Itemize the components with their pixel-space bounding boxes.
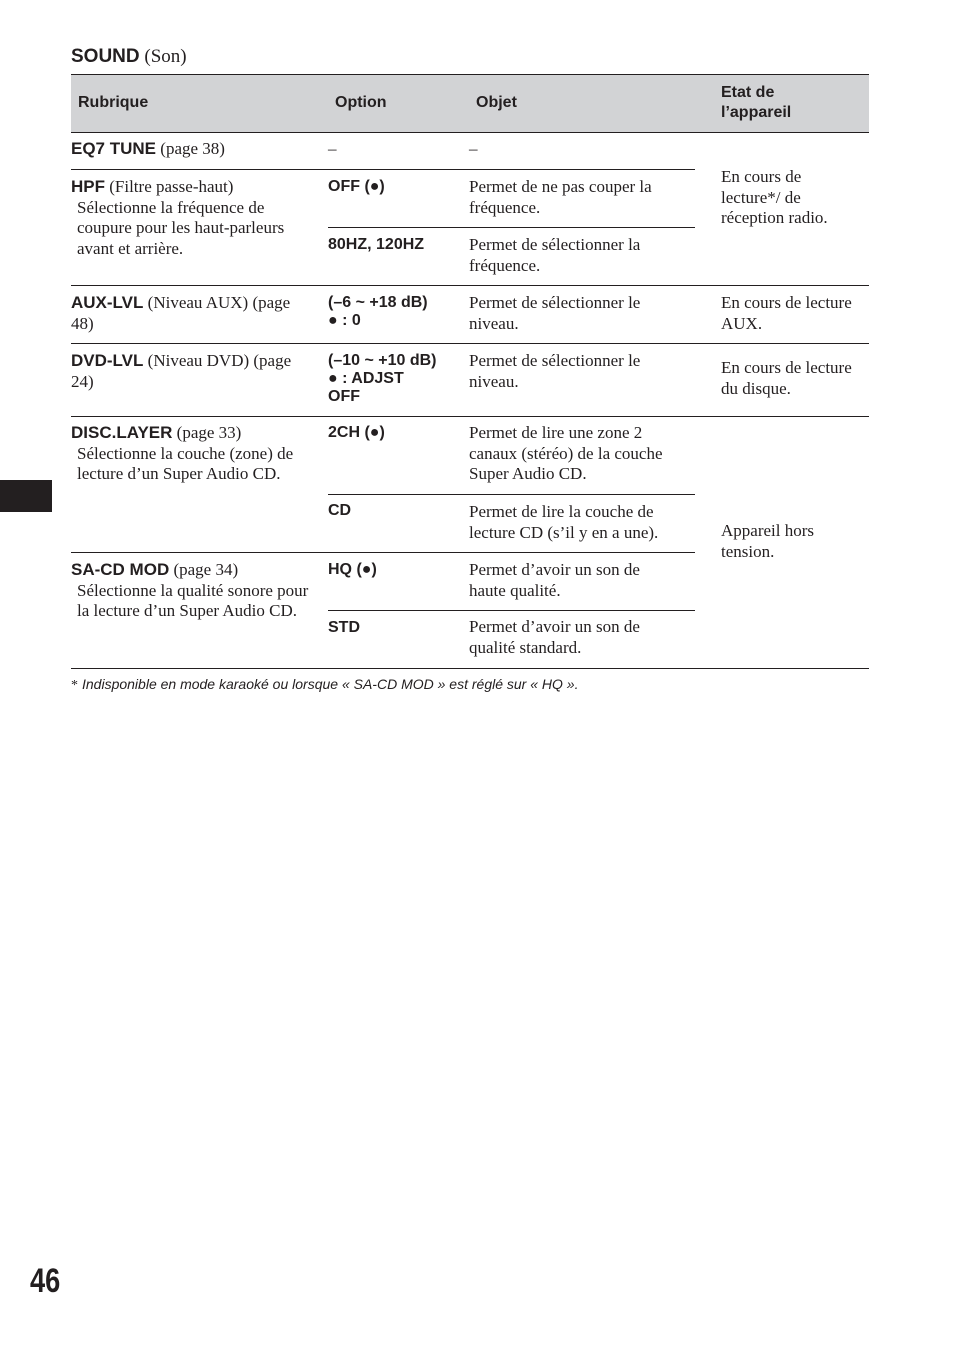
row-dvd-state: En cours de lecture du disque. [721,358,852,398]
row-divider [71,343,869,344]
row-eq7-name: EQ7 TUNE [71,139,157,158]
row-sacd-option-1: HQ (●) [328,561,377,578]
section-tab-marker [0,480,52,512]
section-title [71,44,187,70]
state-power-off: Appareil hors tension. [721,521,815,561]
row-aux-option [328,294,428,330]
row-sacd-option-2: STD [328,619,360,636]
row-divider [71,169,695,170]
row-disc-ref: (page 33) [172,423,242,442]
row-divider [71,285,869,286]
row-divider [328,227,695,228]
settings-table [71,74,869,657]
row-dvd-option [328,352,437,406]
row-dvd-ref: (Niveau DVD) (page 24) [71,351,292,391]
row-sacd-rubrique [71,560,319,622]
row-dvd-option-off: OFF [328,388,360,405]
state-reception: En cours de lecture*/ de réception radio. [721,167,828,227]
row-sacd-desc: Sélectionne la qualité sonore pour la lecture d’un Super Audio CD. [77,580,309,620]
row-sacd-name: SA-CD MOD [71,560,170,579]
row-aux-objet: Permet de sélectionner le niveau. [469,293,641,333]
row-aux-option-default: ● : 0 [328,312,361,329]
row-disc-desc: Sélectionne la couche (zone) de lecture d’un Super Audio CD. [77,443,294,483]
footnote-mark: * [71,678,78,693]
row-hpf-ref: (Filtre passe-haut) [105,177,234,196]
row-aux-name: AUX-LVL [71,293,144,312]
row-aux-state: En cours de lecture AUX. [721,293,852,333]
row-dvd-name: DVD-LVL [71,351,144,370]
row-eq7-ref: (page 38) [156,139,225,158]
row-disc-option-1: 2CH (●) [328,424,385,441]
row-sacd-objet-1: Permet d’avoir un son de haute qualité. [469,560,640,600]
row-sacd-objet-2: Permet d’avoir un son de qualité standard. [469,617,640,657]
row-dvd-rubrique [71,351,311,392]
table-bottom-rule [71,668,869,669]
header-objet: Objet [476,94,517,111]
row-dvd-option-range: (–10 ~ +10 dB) [328,352,437,369]
row-hpf-objet-1: Permet de ne pas couper la fréquence. [469,177,652,217]
row-hpf-option-1: OFF (●) [328,178,385,195]
row-disc-name: DISC.LAYER [71,423,173,442]
row-eq7-rubrique [71,139,321,160]
footnote [71,676,578,694]
row-aux-rubrique [71,293,311,334]
row-hpf-objet-2: Permet de sélectionner la fréquence. [469,235,641,275]
row-disc-objet-2: Permet de lire la couche de lecture CD (s’il y en a une). [469,502,659,542]
header-etat: Etat de l’appareil [721,84,792,121]
footnote-text: Indisponible en mode karaoké ou lorsque « SA-CD MOD » est réglé sur « HQ ». [82,676,579,692]
row-hpf-desc: Sélectionne la fréquence de coupure pour les haut-parleurs avant et arrière. [77,197,285,258]
section-title-bold: SOUND [71,46,140,67]
row-divider [328,610,695,611]
row-eq7-option: – [328,139,337,158]
row-hpf-option-2: 80HZ, 120HZ [328,236,425,253]
row-sacd-ref: (page 34) [169,560,239,579]
row-disc-rubrique [71,423,319,485]
header-rubrique: Rubrique [78,94,149,111]
table-header [71,75,869,133]
row-hpf-rubrique [71,177,319,259]
row-aux-option-range: (–6 ~ +18 dB) [328,294,428,311]
row-eq7-objet: – [469,139,478,158]
row-divider [328,494,695,495]
row-dvd-option-default: ● : ADJST [328,370,404,387]
row-disc-objet-1: Permet de lire une zone 2 canaux (stéréo) de la couche Super Audio CD. [469,423,663,483]
row-disc-option-2: CD [328,502,352,519]
row-aux-ref: (Niveau AUX) (page 48) [71,293,291,333]
section-title-normal: (Son) [139,46,187,67]
row-hpf-name: HPF [71,177,105,196]
row-divider [71,416,869,417]
row-divider [71,552,695,553]
header-option: Option [335,94,387,111]
page-number: 46 [30,1262,61,1300]
row-dvd-objet: Permet de sélectionner le niveau. [469,351,641,391]
